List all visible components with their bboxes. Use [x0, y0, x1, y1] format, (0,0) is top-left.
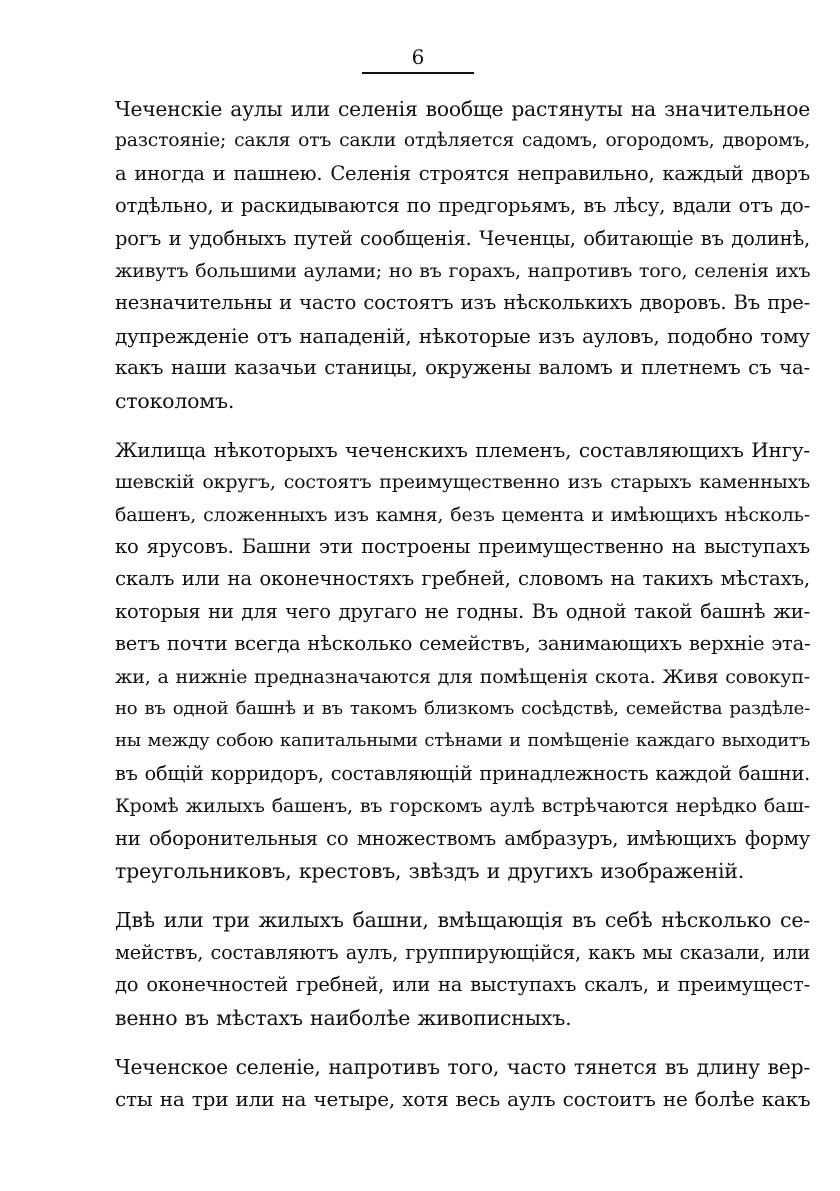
- paragraph-4: [115, 1051, 810, 1116]
- text-line: мействъ, составляютъ аулъ, группирующійся, какъ мы сказали, или: [115, 940, 810, 964]
- text-line: Чеченское селеніе, напротивъ того, часто тянется въ длину вер-: [115, 1054, 810, 1079]
- text-line: ко ярусовъ. Башни эти построены преимущественно на выступахъ: [115, 535, 810, 559]
- text-line: треугольниковъ, крестовъ, звѣздъ и другихъ изображеній.: [115, 858, 745, 883]
- text-line: живутъ большими аулами; но въ горахъ, напротивъ того, селенія ихъ: [115, 259, 811, 282]
- text-line: дупрежденіе отъ нападеній, нѣкоторые изъ ауловъ, подобно тому: [115, 323, 810, 348]
- page-number: 6: [411, 45, 425, 69]
- text-line: какъ наши казачьи станицы, окружены валомъ и плетнемъ съ ча-: [115, 356, 810, 380]
- text-line: Чеченскіе аулы или селенія вообще растянуты на значительное: [115, 97, 810, 121]
- text-line: жи, а нижніе предназначаются для помѣщенія скота. Живя совокуп-: [115, 665, 810, 688]
- text-line: стоколомъ.: [115, 388, 235, 413]
- text-line: въ общій корридоръ, составляющій принадлежность каждой башни.: [115, 761, 811, 785]
- text-line: Жилища нѣкоторыхъ чеченскихъ племенъ, составляющихъ Ингу-: [115, 437, 810, 462]
- text-line: ветъ почти всегда нѣсколько семействъ, занимающихъ верхніе эта-: [115, 632, 811, 656]
- text-line: разстояніе; сакля отъ сакли отдѣляется садомъ, огородомъ, дворомъ,: [115, 130, 810, 152]
- text-line: отдѣльно, и раскидываются по предгорьямъ, въ лѣсу, вдали отъ до-: [115, 194, 810, 218]
- text-line: Кромѣ жилыхъ башенъ, въ горскомъ аулѣ встрѣчаются нерѣдко баш-: [115, 795, 810, 818]
- paragraph-2: [115, 434, 810, 887]
- text-line: венно въ мѣстахъ наиболѣе живописныхъ.: [115, 1005, 572, 1030]
- text-line: рогъ и удобныхъ путей сообщенія. Чеченцы, обитающіе въ долинѣ,: [115, 226, 810, 250]
- text-line: незначительны и часто состоятъ изъ нѣсколькихъ дворовъ. Въ пре-: [115, 291, 810, 315]
- text-line: Двѣ или три жилыхъ башни, вмѣщающія въ себѣ нѣсколько се-: [115, 908, 810, 933]
- text-line: ны между собою капитальными стѣнами и помѣщеніе каждаго выходитъ: [115, 730, 810, 752]
- text-line: до оконечностей гребней, или на выступахъ скалъ, и преимущест-: [115, 973, 810, 997]
- body-text: [115, 93, 810, 1133]
- text-line: шевскій округъ, состоятъ преимущественно изъ старыхъ каменныхъ: [115, 471, 810, 494]
- text-line: башенъ, сложенныхъ изъ камня, безъ цемента и имѣющихъ нѣсколь-: [115, 503, 810, 526]
- paragraph-3: [115, 904, 810, 1034]
- text-line: которыя ни для чего другаго не годны. Въ одной такой башнѣ жи-: [115, 599, 810, 623]
- page-header: [362, 44, 474, 74]
- text-line: а иногда и пашнею. Селенія строятся неправильно, каждый дворъ: [115, 161, 810, 185]
- text-line: ни оборонительныя со множествомъ амбразуръ, имѣющихъ форму: [115, 826, 810, 850]
- text-line: но въ одной башнѣ и въ такомъ близкомъ сосѣдствѣ, семейства раздѣле-: [115, 698, 810, 720]
- paragraph-1: [115, 93, 810, 417]
- text-line: сты на три или на четыре, хотя весь аулъ состоитъ не болѣе какъ: [115, 1087, 811, 1112]
- text-line: скалъ или на оконечностяхъ гребней, словомъ на такихъ мѣстахъ,: [115, 567, 810, 591]
- header-rule: [362, 72, 474, 74]
